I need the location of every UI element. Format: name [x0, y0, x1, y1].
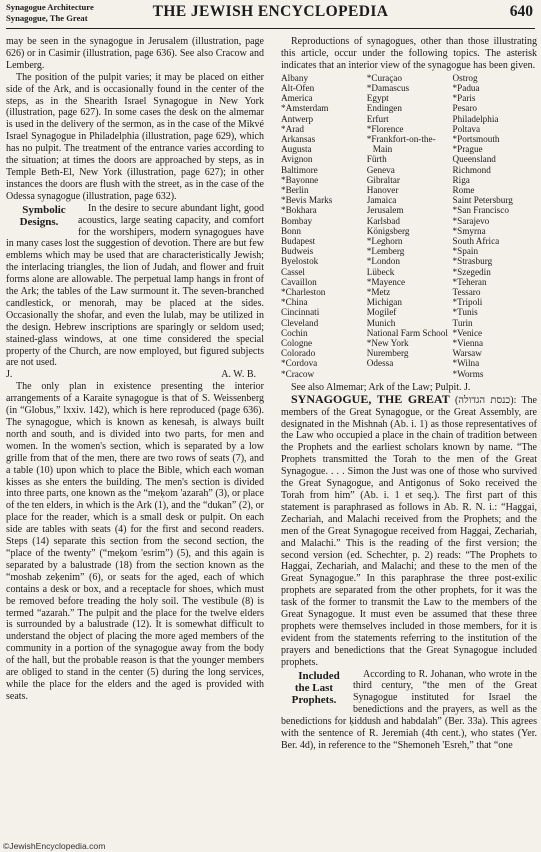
city-list-item: Lübeck [366, 266, 395, 277]
city-list-item: Odessa [366, 358, 394, 369]
city-list-item: *Amsterdam [281, 103, 329, 114]
city-list-item: Cavaillon [281, 276, 317, 287]
city-list-item: *Metz [366, 286, 391, 297]
paragraph [6, 203, 264, 370]
city-list-item: Augusta [281, 144, 312, 155]
city-list-item: Budweis [281, 246, 314, 257]
city-list-item: *Spain [452, 246, 479, 257]
city-list-item: *Smyrna [452, 225, 486, 236]
see-also-text: See also Almemar; Ark of the Law; Pulpit. [291, 381, 462, 393]
city-list-item: *Leghorn [366, 235, 403, 246]
left-column [6, 36, 264, 703]
city-list-item: *Curaçao [366, 72, 402, 83]
paragraph: may be seen in the synagogue in Jerusalem (illustration, page 626) or in Casimir (illustration, page 636). See also Cracow and Lemberg. [6, 36, 264, 71]
page-header [6, 2, 535, 30]
city-list-item: *Florence [366, 123, 404, 134]
city-list-item: *Tripoli [452, 297, 483, 308]
paragraph: The position of the pulpit varies; it may be placed on either side of the Ark, and is occasionally found in the center of the steps, as in the Shearith Israel Synagogue in New York (illustration, page 627). In some cases the desk on the almemar is used in the delivery of the sermon, as in the case of the Mikvé Israel Synagogue in Philadelphia (illustration, page 629), which has no pulpit. The treatment of the entrance varies according to the situation; at times the doors are approached by steps, as in Temple Beth-El, New York (illustration, page 627); in other instances the doors are flush with the street, as in the case of the Odessa synagogue (illustration, page 632). [6, 71, 264, 202]
city-list-item: *Paris [452, 93, 476, 104]
city-list-item: Munich [366, 317, 396, 328]
city-list-item: *Vienna [452, 338, 484, 348]
page-number: 640 [509, 3, 533, 20]
running-head-line1: Synagogue Architecture [6, 2, 94, 12]
city-list-item: *Worms [452, 368, 484, 379]
city-list-item: Erfurt [366, 113, 389, 124]
city-list-item: Cochin [281, 327, 308, 338]
city-list-item: Antwerp [281, 113, 314, 124]
city-list-item: Hanover [366, 184, 399, 195]
city-list-item: *Portsmouth [452, 133, 500, 144]
city-list-item: *Sarajevo [452, 215, 490, 226]
city-list-item: *Teheran [452, 276, 487, 287]
city-list-column [453, 73, 537, 379]
city-list-item: *London [366, 256, 400, 267]
signature-initial: J. [6, 369, 13, 381]
city-list-item: Byelostok [281, 256, 319, 267]
copyright-icon: © [3, 841, 10, 851]
city-list-item: *San Francisco [452, 205, 509, 216]
city-list-item: *Tunis [452, 307, 478, 318]
article-title-hebrew: (כנסת הגדולה): [454, 394, 517, 406]
footer-credit [3, 841, 105, 851]
publication-title: THE JEWISH ENCYCLOPEDIA [152, 3, 389, 20]
city-list-item: *Prague [452, 144, 483, 155]
city-list-item: Poltava [452, 123, 481, 134]
city-list-item: Baltimore [281, 164, 318, 175]
city-list-item: *Strasburg [452, 256, 493, 267]
city-list [281, 73, 537, 379]
city-list-item: *New York [366, 338, 409, 348]
city-list-item: Queensland [452, 154, 496, 165]
city-list-item: Albany [281, 72, 309, 83]
signature-initial: J. [464, 381, 471, 393]
city-list-item: *Cordova [281, 358, 318, 369]
city-list-item: Gibraltar [366, 174, 400, 185]
city-list-item: Bonn [281, 225, 301, 236]
city-list-item: *Mayence [366, 276, 406, 287]
city-list-item: *Bevis Marks [281, 195, 333, 206]
city-list-item: *Arad [281, 123, 304, 134]
city-list-item: Cleveland [281, 317, 319, 328]
city-list-column [281, 73, 365, 379]
city-list-item: Königsberg [366, 225, 410, 236]
paragraph-text: The members of the Great Synagogue, or the Great Assembly, are designated in the Mishnah (Ab. i. 1) as those representatives of the Law who occupied a place in the chain of tradition between the Prophets and the earliest scholars known by name. “The Prophets transmitted the Torah to the men of the Great Synagogue. . . . Simon the Just was one of those who survived the Great Synagogue, and Antigonus of Soko received the Torah from him” (Ab. i. 1 et seq.). The first part of this statement is paraphrased as follows in Ab. R. N. i.: “Haggai, Zechariah, and Malachi received from the Prophets; and the men of the Great Synagogue received from Haggai, Zechariah, and Malachi.” This is the reading of the first version; the second version (ed. Schechter, p. 2) reads: “The Prophets to Haggai, Zechariah, and Malachi; and these to the men of the Great Synagogue.” In this paraphrase the three post-exilic prophets are separated from the other prophets, for it was the task of the former to transmit the Law to the members of the Great Synagogue. It must even be assumed that these three prophets were themselves included in those members, for it is evident from the statements referring to the institution of the prayers and benedictions that the Great Synagogue included prophets. [281, 394, 537, 668]
city-list-item: Fürth [366, 154, 387, 165]
city-list-item: *China [281, 297, 308, 308]
city-list-item: *Cracow [281, 368, 315, 379]
city-list-item: Jamaica [366, 195, 397, 206]
city-list-item: *Damascus [366, 82, 410, 93]
paragraph [281, 669, 537, 752]
city-list-item: Bombay [281, 215, 313, 226]
city-list-item: Richmond [452, 164, 491, 175]
paragraph-text: In the desire to secure abundant light, good acoustics, large seating capacity, and comfort for the worshipers, modern synagogues have in many cases lost the suggestion of devotion. There are but few emblems which may be used that are characteristically Jewish; the interlacing triangles, the lion of Judah, and flower and fruit forms alone are allowable. The perpetual lamp hangs in front of the Ark; the tables of the Law surmount it. The seven-branched candlestick, or menorah, may be placed at the sides. Occasionally the shofar, and even the lulab, may be utilized in the design. Hebrew inscriptions are sparingly or seldom used; stained-glass windows, at one time considered the special property of the Church, are now employed, but figured subjects are not used. [6, 202, 264, 369]
city-list-item: Mogilef [366, 307, 397, 318]
city-list-item: Warsaw [452, 348, 482, 359]
city-list-item: Colorado [281, 348, 316, 359]
city-list-item: Tessaro [452, 286, 481, 297]
city-list-item: National Farm School [366, 327, 448, 338]
city-list-item: America [281, 93, 313, 104]
city-list-item: Budapest [281, 235, 316, 246]
paragraph-text: According to R. Johanan, who wrote in the third century, “the men of the Great Synagogue instituted for Israel the benedictions and the prayers, as well as the benedictions for ḳiddush and habdalah” (Ber. 33a). This agrees with the sentence of R. Jeremiah (4th cent.), who states (Yer. Ber. 4d), in reference to the “Shemoneh 'Esreh,” that “one [281, 668, 537, 751]
city-list-item: Alt-Ofen [281, 82, 315, 93]
paragraph: Reproductions of synagogues, other than those illustrating this article, occur under the following topics. The asterisk indicates that an interior view of the synagogue has been given. [281, 36, 537, 71]
city-list-item: Riga [452, 174, 470, 185]
city-list-item: Cologne [281, 338, 313, 348]
footer-text: JewishEncyclopedia.com [9, 841, 106, 851]
city-list-item: Geneva [366, 164, 395, 175]
city-list-item: Ostrog [452, 72, 478, 83]
header-rule [6, 28, 535, 29]
city-list-item: Cassel [281, 266, 305, 277]
city-list-item: Egypt [366, 93, 389, 104]
city-list-item: Saint Petersburg [452, 195, 513, 206]
side-heading-included-last-prophets: Included the Last Prophets. [291, 669, 340, 706]
city-list-item: Avignon [281, 154, 313, 165]
city-list-item: *Szegedin [452, 266, 491, 277]
city-list-item: *Bayonne [281, 174, 319, 185]
city-list-item: *Lemberg [366, 246, 405, 257]
city-list-item: Jerusalem [366, 205, 404, 216]
city-list-item: Michigan [366, 297, 402, 308]
signature-author: A. W. B. [221, 369, 256, 381]
city-list-item: Arkansas [281, 133, 316, 144]
article-title: SYNAGOGUE, THE GREAT [291, 391, 450, 406]
paragraph [281, 391, 537, 669]
side-heading-symbolic-designs: Symbolic Designs. [19, 203, 66, 228]
city-list-item: *Berlin [281, 184, 309, 195]
paragraph: The only plan in existence presenting the interior arrangements of a Karaite synagogue is that of S. Weissenberg (in “Globus,” lxxiv. 142), which is here reproduced (page 636). The synagogue, which is known as kenesah, is always built north and south, and is divided into two parts, for men and women. In the women's section, which is separated by a low grille from that of the men, there are two rows of seats (7), and a table (10) upon which to place the Bible, which each woman kisses as she enters the building. The men's section is divided into three parts, one known as the “meḳom 'azarah” (3), or place of the ten elders, in which is the Ark (1), and the “dukan” (2), or place for the reader, which is a small desk or pulpit. On each side are tables with seats (4) for the first and second readers. Steps (14) separate this section from the second section, the “place of the twenty” (“meḳom 'esrim”) (5), and this again is separated by a balustrade (18) from the section known as the “moshab zeḳenim” (6), or seats for the aged, each of which contains a desk or box, and a receptacle for shoes, which must be removed before treading the holy soil. The vestibule (8) is termed “azarah.” The pulpit and the place for the twelve elders is surrounded by a balustrade (12). It is somewhat difficult to understand the object of placing the more aged members of the community in a portion of the synagogue away from the body of the hall, but the probable reason is that the younger members are obliged to stand in the center (5) during the long services, while the place for the elders and the aged is provided with seats. [6, 381, 264, 702]
city-list-item: *Venice [452, 327, 483, 338]
city-list-item: Philadelphia [452, 113, 499, 124]
city-list-item: *Padua [452, 82, 480, 93]
city-list-item: Rome [452, 184, 475, 195]
right-column [281, 36, 537, 752]
city-list-item: South Africa [452, 235, 500, 246]
city-list-item: Turin [452, 317, 473, 328]
signature-line [6, 369, 264, 381]
city-list-item: *Charleston [281, 286, 326, 297]
city-list-item: *Frankfort-on-the-Main [366, 133, 436, 155]
city-list-item: Endingen [366, 103, 402, 114]
city-list-item: Nuremberg [366, 348, 409, 359]
city-list-column [367, 73, 451, 379]
city-list-item: *Wilna [452, 358, 480, 369]
city-list-item: Karlsbad [366, 215, 400, 226]
running-head-line2: Synagogue, The Great [6, 12, 88, 23]
city-list-item: Cincinnati [281, 307, 320, 318]
city-list-item: Pesaro [452, 103, 478, 114]
city-list-item: *Bokhara [281, 205, 317, 216]
